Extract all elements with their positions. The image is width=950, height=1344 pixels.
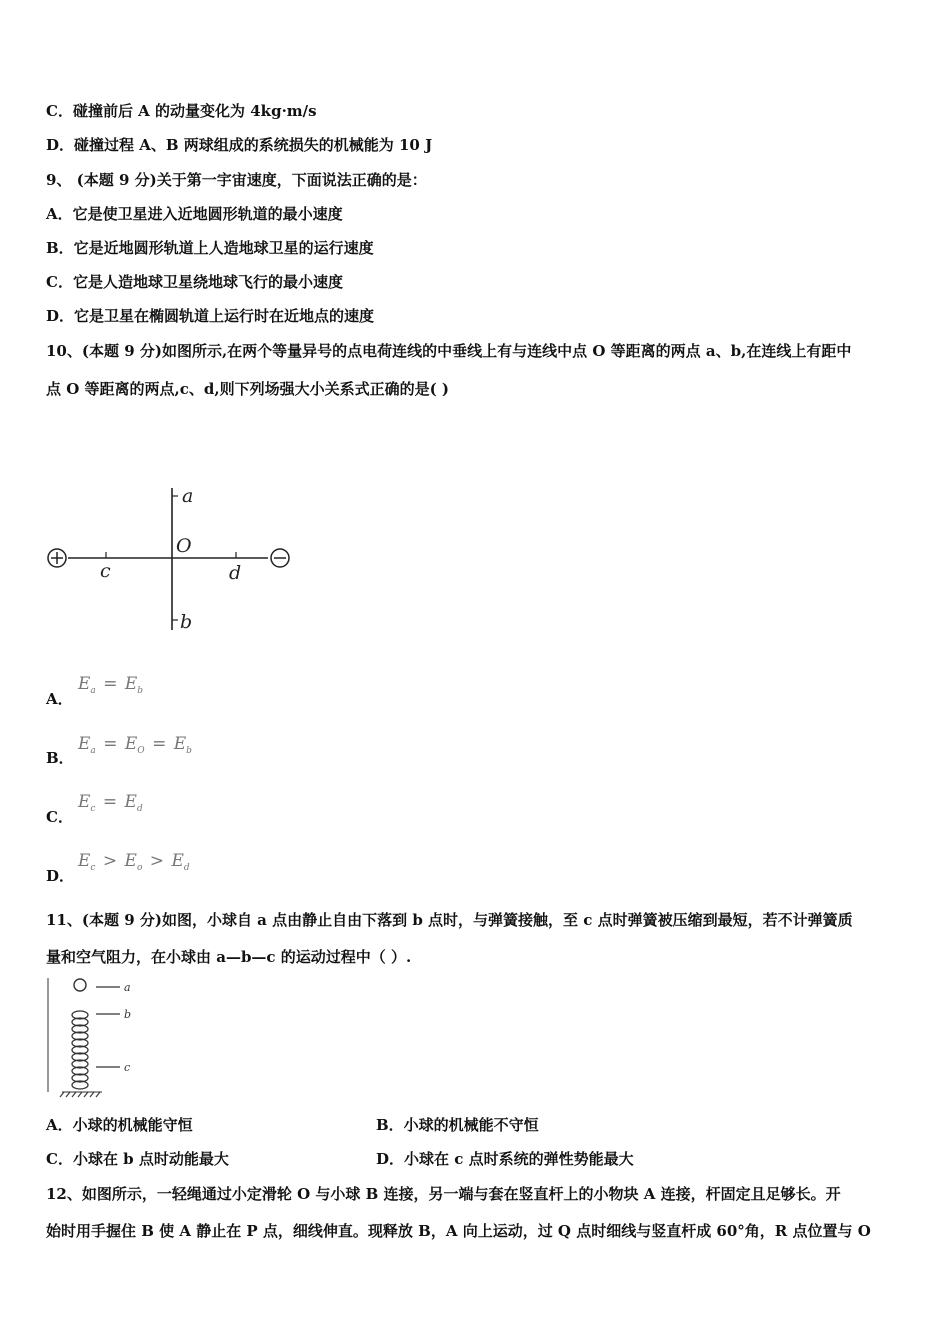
q10-stem-line1: 10、(本题 9 分)如图所示,在两个等量异号的点电荷连线的中垂线上有与连线中点 O 等距离的两点 a、b,在连线上有距中 [46, 342, 852, 360]
q10-option-a-formula: $E_a = E_b$ [78, 674, 144, 696]
q11-option-d: D．小球在 c 点时系统的弹性势能最大 [376, 1150, 634, 1168]
point-c-label: c [100, 560, 111, 582]
q11-option-a: A．小球的机械能守恒 [46, 1116, 193, 1134]
q9-option-a: A．它是使卫星进入近地圆形轨道的最小速度 [46, 205, 343, 223]
spring-icon [72, 1011, 88, 1089]
level-b-label: b [124, 1008, 132, 1021]
q9-stem: 9、 (本题 9 分)关于第一宇宙速度，下面说法正确的是： [46, 171, 427, 189]
ground-hatch [60, 1092, 102, 1097]
q10-option-b-letter: B． [46, 749, 74, 767]
q12-stem-line2: 始时用手握住 B 使 A 静止在 P 点，细线伸直。现释放 B，A 向上运动，过 Q 点时细线与竖直杆成 60°角，R 点位置与 O [46, 1222, 871, 1240]
level-a-label: a [124, 981, 131, 994]
q10-option-d-letter: D． [46, 867, 75, 885]
q9-option-b: B．它是近地圆形轨道上人造地球卫星的运行速度 [46, 239, 374, 257]
q10-option-c-letter: C． [46, 808, 73, 826]
q10-option-b-formula: $E_a = E_O = E_b$ [78, 734, 192, 756]
q9-option-d: D．它是卫星在椭圆轨道上运行时在近地点的速度 [46, 307, 375, 325]
ball-icon [74, 979, 86, 991]
q8-option-c: C．碰撞前后 A 的动量变化为 4kg·m/s [46, 102, 317, 120]
q10-figure [40, 480, 300, 640]
q11-figure [44, 976, 144, 1098]
level-c-label: c [124, 1061, 131, 1074]
q10-option-d-formula: $E_c > E_o > E_d$ [78, 851, 190, 873]
negative-charge-icon [271, 549, 289, 567]
q11-option-b: B．小球的机械能不守恒 [376, 1116, 539, 1134]
q10-option-a-letter: A． [46, 690, 73, 708]
q11-stem-line1: 11、(本题 9 分)如图，小球自 a 点由静止自由下落到 b 点时，与弹簧接触，至 c 点时弹簧被压缩到最短，若不计弹簧质 [46, 911, 853, 929]
q11-option-c: C．小球在 b 点时动能最大 [46, 1150, 229, 1168]
q12-stem-line1: 12、如图所示，一轻绳通过小定滑轮 O 与小球 B 连接，另一端与套在竖直杆上的小物块 A 连接，杆固定且足够长。开 [46, 1185, 841, 1203]
q9-option-c: C．它是人造地球卫星绕地球飞行的最小速度 [46, 273, 343, 291]
q10-option-c-formula: $E_c = E_d$ [78, 792, 143, 814]
q10-stem-line2: 点 O 等距离的两点,c、d,则下列场强大小关系式正确的是( ) [46, 380, 449, 398]
point-b-label: b [180, 611, 193, 633]
point-a-label: a [182, 485, 194, 507]
positive-charge-icon [48, 549, 66, 567]
point-o-label: O [176, 535, 192, 557]
point-d-label: d [229, 562, 242, 584]
q11-stem-line2: 量和空气阻力，在小球由 a—b—c 的运动过程中（ ）. [46, 948, 412, 966]
q8-option-d: D．碰撞过程 A、B 两球组成的系统损失的机械能为 10 J [46, 136, 433, 154]
